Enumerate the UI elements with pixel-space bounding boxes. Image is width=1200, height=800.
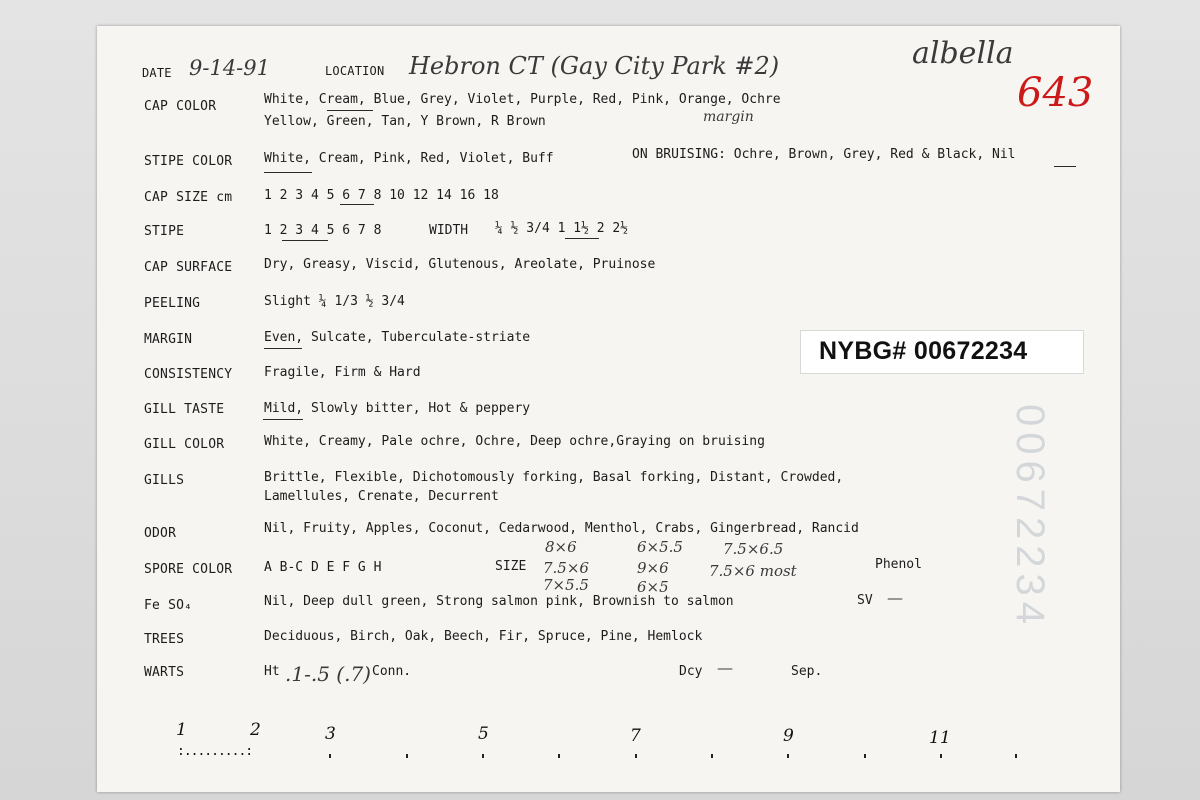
location-value: Hebron CT (Gay City Park #2) <box>409 52 780 80</box>
ruler-tick <box>787 754 789 758</box>
stipe-label: STIPE <box>144 224 185 239</box>
odor-label: ODOR <box>144 526 177 541</box>
feso4-label: Fe SO₄ <box>144 598 193 613</box>
trees-options: Deciduous, Birch, Oak, Beech, Fir, Spruce, Pine, Hemlock <box>264 629 703 644</box>
warts-height: .1-.5 (.7) <box>285 662 371 686</box>
on-bruising-options: ON BRUISING: Ochre, Brown, Grey, Red & Black, Nil <box>632 147 1016 162</box>
ruler-tick <box>482 754 484 758</box>
phenol-label: Phenol <box>875 557 922 572</box>
peeling-label: PEELING <box>144 296 201 311</box>
ruler-number-1: 1 <box>176 720 187 740</box>
cap-size-underline <box>340 204 374 205</box>
pink-margin-note: margin <box>703 109 754 125</box>
stipe-color-options: White, Cream, Pink, Red, Violet, Buff <box>264 151 554 166</box>
odor-options: Nil, Fruity, Apples, Coconut, Cedarwood, Menthol, Crabs, Gingerbread, Rancid <box>264 521 859 536</box>
ruler-tick <box>864 754 866 758</box>
spore-size-2: 6×5.5 <box>637 538 683 556</box>
ruler-number-11: 11 <box>929 728 951 748</box>
species-name: albella <box>912 36 1014 71</box>
even-underline <box>264 348 302 349</box>
specimen-id: NYBG# 00672234 <box>819 337 1028 365</box>
spore-size-label: SIZE <box>495 559 527 574</box>
consistency-label: CONSISTENCY <box>144 367 233 382</box>
cream-underline <box>327 110 373 111</box>
feso4-options: Nil, Deep dull green, Strong salmon pink, Brownish to salmon <box>264 594 734 609</box>
dcy-mark: — <box>717 658 733 677</box>
spore-size-1: 8×6 <box>545 538 577 556</box>
ruler-number-9: 9 <box>783 726 794 746</box>
date-label: DATE <box>142 66 172 80</box>
mild-underline <box>263 419 303 420</box>
consistency-options: Fragile, Firm & Hard <box>264 365 421 380</box>
ruler-tick <box>406 754 408 758</box>
ruler-number-2: 2 <box>250 720 261 740</box>
specimen-barcode-tag <box>800 330 1084 374</box>
spore-size-6: 7.5×6 most <box>709 562 797 580</box>
gill-color-options: White, Creamy, Pale ochre, Ochre, Deep ochre,Graying on bruising <box>264 434 765 449</box>
spore-size-5: 9×6 <box>637 559 669 577</box>
gill-taste-label: GILL TASTE <box>144 402 225 417</box>
cap-color-options: White, Cream, Blue, Grey, Violet, Purple, Red, Pink, Orange, Ochre <box>264 92 781 107</box>
warts-label: WARTS <box>144 665 185 680</box>
spore-size-8: 6×5 <box>637 578 669 596</box>
sv-label: SV <box>857 593 873 608</box>
stipe-width-options: ¼ ½ 3/4 1 1½ 2 2½ <box>495 221 629 236</box>
white-underline <box>264 172 312 173</box>
ruler-tick <box>558 754 560 758</box>
gill-color-label: GILL COLOR <box>144 437 225 452</box>
ruler-number-3: 3 <box>325 724 336 744</box>
stipe-length-underline <box>282 240 328 241</box>
ruler-number-5: 5 <box>478 724 489 744</box>
ruler-fine-ticks: :.........: <box>177 744 253 759</box>
ruler-tick <box>329 754 331 758</box>
ruler-tick <box>711 754 713 758</box>
sep-label: Sep. <box>791 664 823 679</box>
warts-ht-label: Ht <box>264 664 280 679</box>
cap-size-options: 1 2 3 4 5 6 7 8 10 12 14 16 18 <box>264 188 499 203</box>
peeling-options: Slight ¼ 1/3 ½ 3/4 <box>264 294 405 309</box>
margin-label: MARGIN <box>144 332 193 347</box>
ruler-tick <box>940 754 942 758</box>
collection-number: 643 <box>1017 70 1094 116</box>
stipe-width-label: WIDTH <box>429 223 469 238</box>
spore-size-4: 7.5×6 <box>543 559 589 577</box>
dcy-label: Dcy <box>679 664 703 679</box>
stipe-length-options: 1 2 3 4 5 6 7 8 <box>264 223 382 238</box>
warts-conn-label: Conn. <box>372 664 412 679</box>
spore-color-label: SPORE COLOR <box>144 562 233 577</box>
stipe-color-label: STIPE COLOR <box>144 154 233 169</box>
cap-surface-label: CAP SURFACE <box>144 260 233 275</box>
gills-label: GILLS <box>144 473 185 488</box>
gill-taste-options: Mild, Slowly bitter, Hot & peppery <box>264 401 531 416</box>
cap-color-label: CAP COLOR <box>144 99 217 114</box>
specimen-card <box>97 26 1120 792</box>
spore-size-3: 7.5×6.5 <box>723 540 784 558</box>
stipe-width-underline <box>565 238 599 239</box>
cap-size-label: CAP SIZE cm <box>144 190 233 205</box>
ruler-number-7: 7 <box>630 726 641 746</box>
gills-options-2: Lamellules, Crenate, Decurrent <box>264 489 499 504</box>
ruler-tick <box>1015 754 1017 758</box>
cap-surface-options: Dry, Greasy, Viscid, Glutenous, Areolate, Pruinose <box>264 257 656 272</box>
nil-underline <box>1054 166 1076 167</box>
trees-label: TREES <box>144 632 185 647</box>
margin-options: Even, Sulcate, Tuberculate-striate <box>264 330 531 345</box>
date-value: 9-14-91 <box>189 56 270 80</box>
spore-size-7: 7×5.5 <box>543 576 589 594</box>
gills-options: Brittle, Flexible, Dichotomously forking, Basal forking, Distant, Crowded, <box>264 470 844 485</box>
spore-color-options: A B-C D E F G H <box>264 560 382 575</box>
sv-mark: — <box>887 588 903 607</box>
ghost-specimen-stamp: 00672234 <box>1008 404 1052 630</box>
ruler-tick <box>635 754 637 758</box>
location-label: LOCATION <box>325 64 385 78</box>
cap-color-options-2: Yellow, Green, Tan, Y Brown, R Brown <box>264 114 546 129</box>
